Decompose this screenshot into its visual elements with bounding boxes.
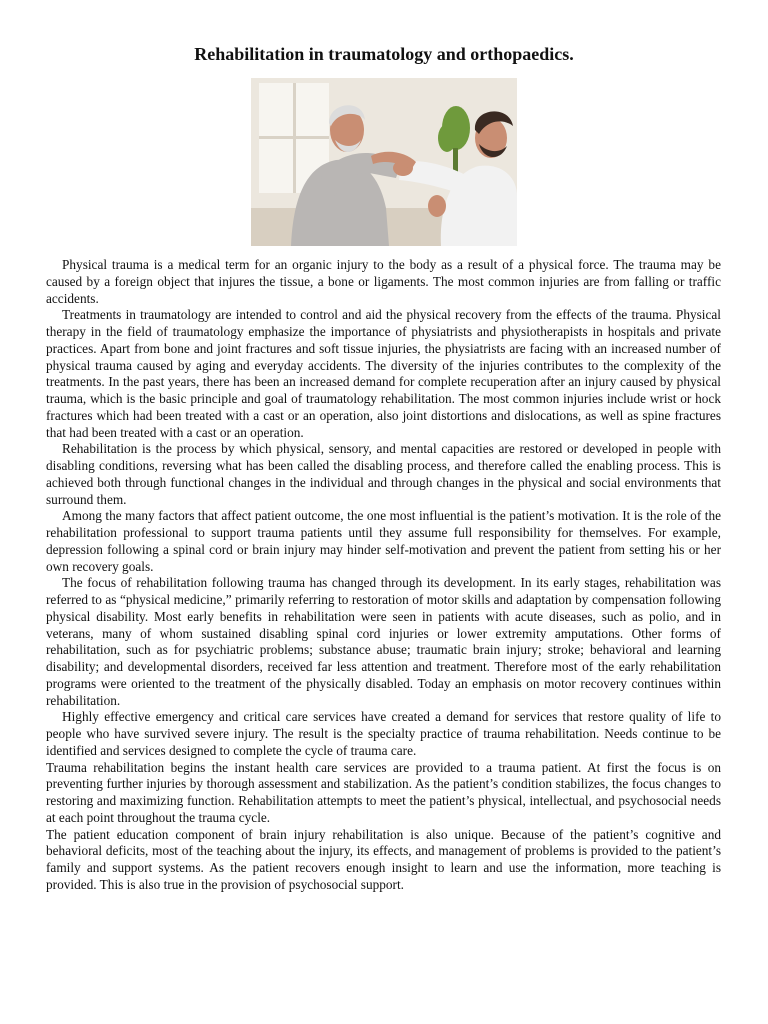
paragraph-7: Trauma rehabilitation begins the instant health care services are provided to a trauma patient. At first the focus is on preventing further injuries by thorough assessment and stabilization. As the patient’s condition stabilizes, the focus changes to restoring and maximizing function. Rehabilitation attempts to meet the patient’s physical, intellectual, and psychosocial needs at each point throughout the trauma cycle.	[46, 759, 721, 825]
paragraph-4: Among the many factors that affect patient outcome, the one most influential is the patient’s motivation. It is the role of the rehabilitation professional to support trauma patients until they assume full responsibility for themselves. For example, depression following a spinal cord or brain injury may hinder self-motivation and prevent the patient from setting his or her own recovery goals.	[46, 508, 721, 574]
page-title: Rehabilitation in traumatology and orthopaedics.	[194, 44, 574, 64]
paragraph-5: The focus of rehabilitation following trauma has changed through its development. In its early stages, rehabilitation was referred to as “physical medicine,” primarily referring to restoration of motor skills and adaptation by compensation following physical disability. Most early benefits in rehabilitation were seen in patients with acute diseases, such as polio, and in veterans, many of whom sustained disabling spinal cord injuries or lower extremity amputations. Other forms of rehabilitation, such as for psychiatric problems; substance abuse; traumatic brain injury; stroke; behavioral and learning disability; and developmental disorders, received far less attention and treatment. Therefore most of the early rehabilitation programs were oriented to the treatment of the physically disabled. Today an emphasis on motor recovery continues within rehabilitation.	[46, 575, 721, 708]
paragraph-8: The patient education component of brain injury rehabilitation is also unique. Because of the patient’s cognitive and behavioral deficits, most of the teaching about the injury, its effects, and management of problems is provided to the patient’s family and support systems. As the patient recovers enough insight to learn and use the information, more teaching is provided. This is also true in the provision of psychosocial support.	[46, 826, 721, 892]
article-body	[46, 257, 721, 894]
doctor-patient-photo-icon	[251, 78, 517, 246]
paragraph-3: Rehabilitation is the process by which physical, sensory, and mental capacities are restored or developed in people with disabling conditions, reversing what has been called the disabling process, and therefore called the enabling process. This is achieved both through functional changes in the individual and through changes in the physical and social environments that surround them.	[46, 441, 721, 507]
paragraph-1: Physical trauma is a medical term for an organic injury to the body as a result of a physical force. The trauma may be caused by a foreign object that injures the tissue, a bone or ligaments. The most common injuries are from falling or traffic accidents.	[46, 257, 721, 306]
paragraph-2: Treatments in traumatology are intended to control and aid the physical recovery from the effects of the trauma. Physical therapy in the field of traumatology emphasize the importance of physiatrists and physiotherapists in hospitals and private practices. Apart from bone and joint fractures and soft tissue injuries, the physiatrists are facing with an increased number of physical trauma caused by aging and everyday accidents. The diversity of the injuries contributes to the complexity of the treatments. In the past years, there has been an increased demand for complete recuperation after an injury caused by physical trauma, which is the basic principle and goal of traumatology rehabilitation. The most common injuries include wrist or hock fractures which had been treated with a cast or an operation, also joint distortions and dislocations, as well as spine fractures that had been treated with a cast or an operation.	[46, 307, 721, 440]
paragraph-6: Highly effective emergency and critical care services have created a demand for services that restore quality of life to people who have survived severe injury. The result is the specialty practice of trauma rehabilitation. Needs continue to be identified and services designed to complete the cycle of trauma care.	[46, 709, 721, 758]
